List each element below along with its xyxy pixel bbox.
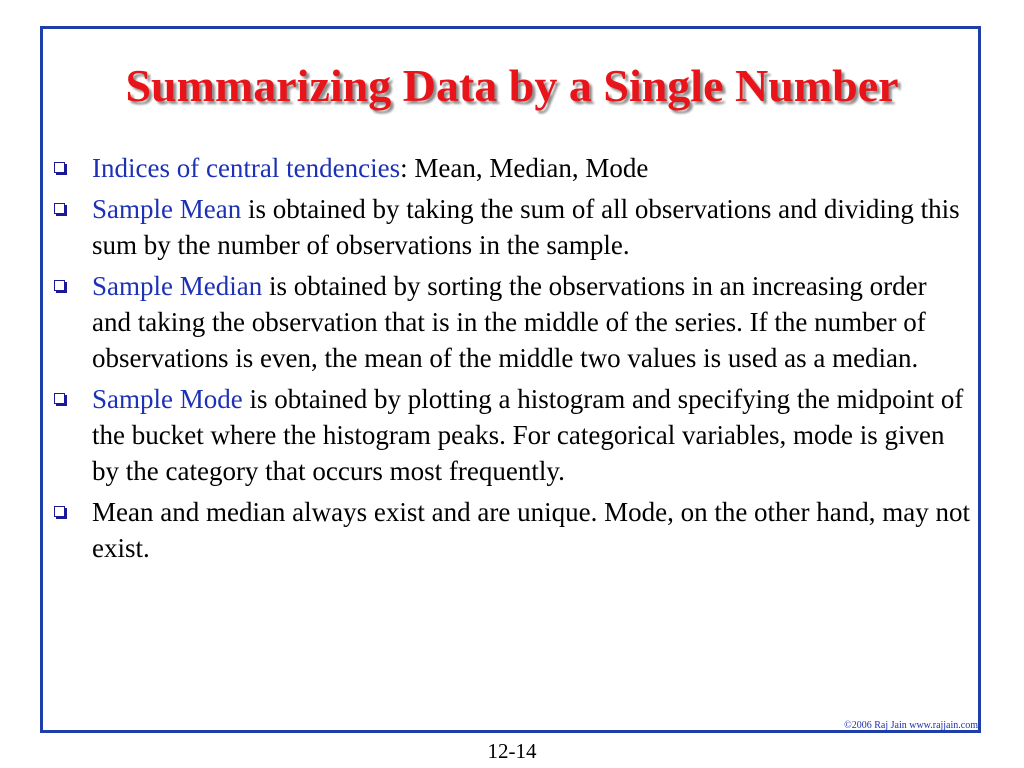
bullet-square-icon <box>54 280 65 291</box>
bullet-item-sample-mode <box>52 381 970 489</box>
bullet-term: Sample Mode <box>92 384 243 414</box>
bullet-term: Sample Mean <box>92 194 242 224</box>
bullet-item-central-tendencies <box>52 150 970 186</box>
bullet-text: : Mean, Median, Mode <box>400 153 649 183</box>
slide-title: Summarizing Data by a Single Number <box>125 60 899 111</box>
bullet-square-icon <box>54 393 65 404</box>
bullet-term: Indices of central tendencies <box>92 153 401 183</box>
bullet-text: Mean and median always exist and are unique. Mode, on the other hand, may not exist. <box>92 497 971 563</box>
page-number: 12-14 <box>487 739 537 763</box>
bullet-item-sample-mean <box>52 191 970 263</box>
bullet-item-existence <box>52 494 970 566</box>
bullet-square-icon <box>54 506 65 517</box>
bullet-square-icon <box>54 203 65 214</box>
bullet-text: is obtained by sorting the observations in an increasing order and taking the observation that is in the middle of the series. If the number of observations is even, the mean of the middle two values is used as a median. <box>92 271 927 373</box>
bullet-text: is obtained by taking the sum of all observations and dividing this sum by the number of observations in the sample. <box>92 194 960 260</box>
copyright-notice: ©2006 Raj Jain www.rajjain.com <box>844 720 978 731</box>
bullet-list <box>52 150 970 571</box>
bullet-term: Sample Median <box>92 271 263 301</box>
bullet-text: is obtained by plotting a histogram and specifying the midpoint of the bucket where the histogram peaks. For categorical variables, mode is given by the category that occurs most frequently. <box>92 384 964 486</box>
bullet-square-icon <box>54 162 65 173</box>
bullet-item-sample-median <box>52 268 970 376</box>
